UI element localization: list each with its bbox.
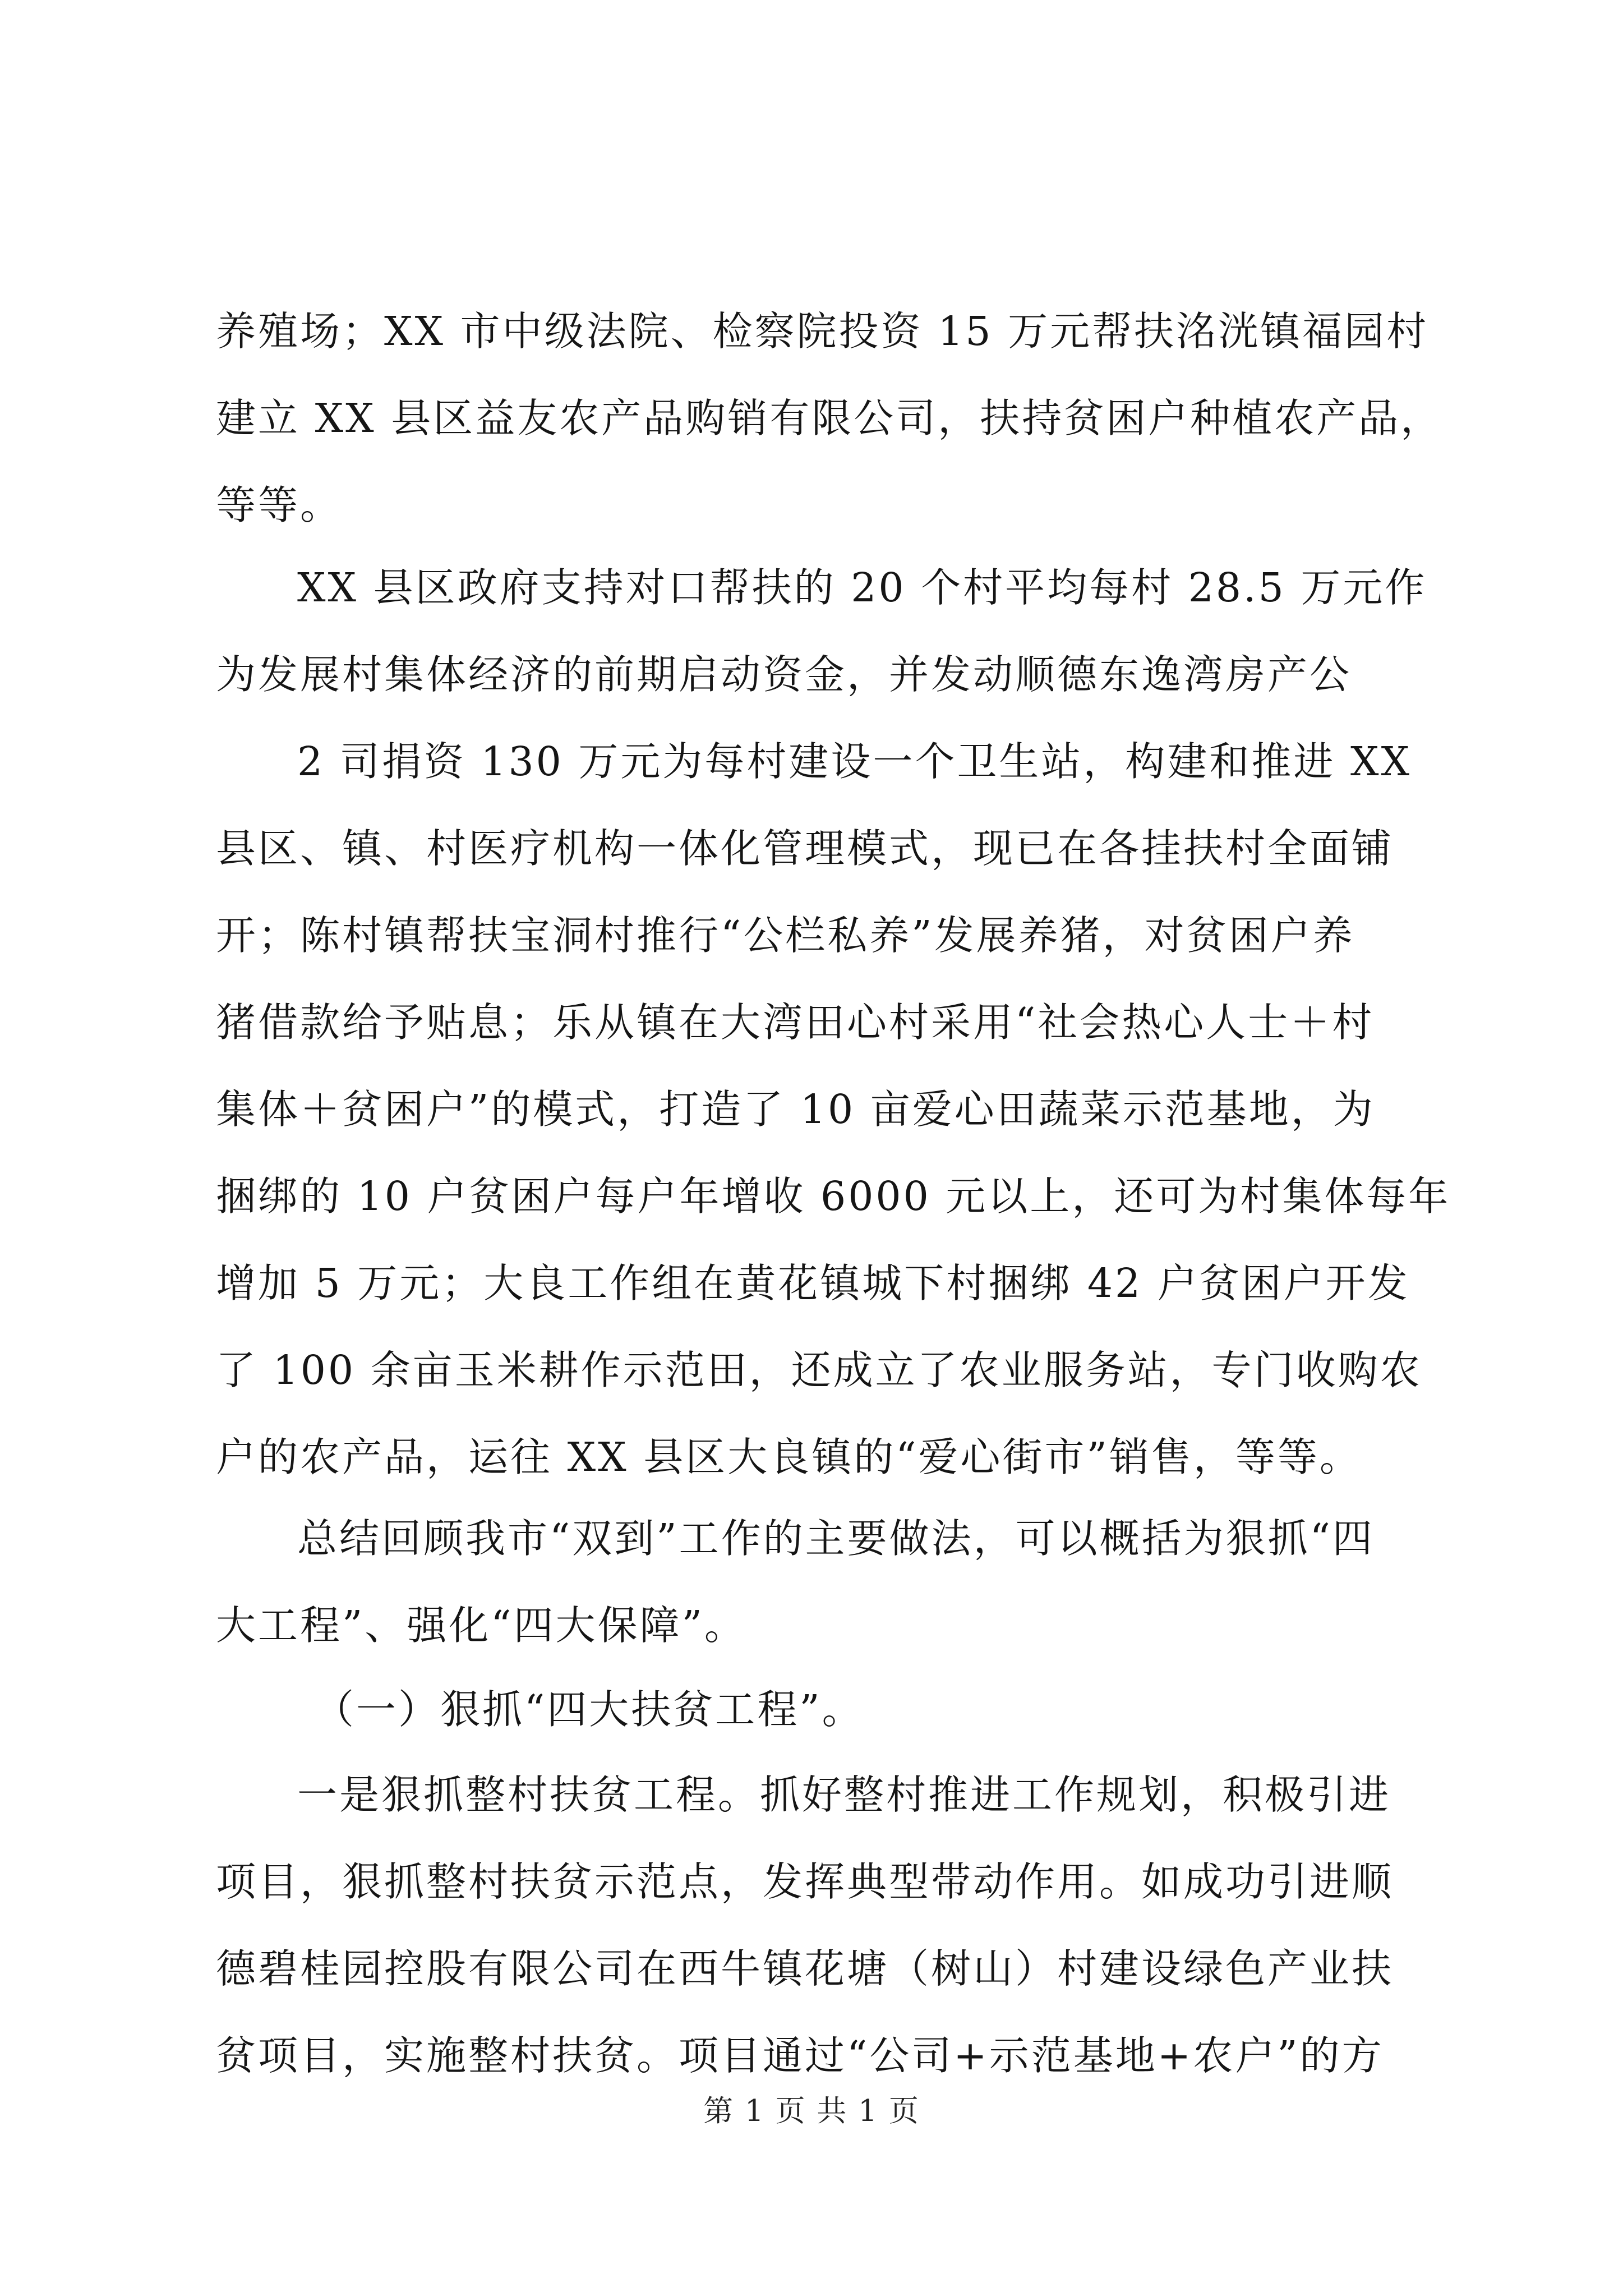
text-line: 德碧桂园控股有限公司在西牛镇花塘（树山）村建设绿色产业扶 <box>216 1945 1394 1992</box>
paragraph-first-line: XX 县区政府支持对口帮扶的 20 个村平均每村 28.5 万元作 <box>297 564 1427 611</box>
text-line: 建立 XX 县区益友农产品购销有限公司，扶持贫困户种植农产品， <box>216 395 1443 441</box>
text-line: 养殖场；XX 市中级法院、检察院投资 15 万元帮扶洺洸镇福园村 <box>216 308 1429 355</box>
text-line: 县区、镇、村医疗机构一体化管理模式，现已在各挂扶村全面铺 <box>216 825 1394 872</box>
paragraph-first-line: 一是狠抓整村扶贫工程。抓好整村推进工作规划，积极引进 <box>297 1772 1391 1818</box>
page-footer: 第 1 页 共 1 页 <box>703 2094 920 2128</box>
text-line: 开；陈村镇帮扶宝洞村推行“公栏私养”发展养猪，对贫困户养 <box>216 912 1355 959</box>
text-line: 贫项目，实施整村扶贫。项目通过“公司+示范基地+农户”的方 <box>216 2032 1384 2079</box>
text-line: 猪借款给予贴息；乐从镇在大湾田心村采用“社会热心人士＋村 <box>216 999 1375 1046</box>
text-line: 项目，狠抓整村扶贫示范点，发挥典型带动作用。如成功引进顺 <box>216 1858 1394 1905</box>
section-heading: （一）狠抓“四大扶贫工程”。 <box>314 1686 864 1733</box>
text-line: 增加 5 万元；大良工作组在黄花镇城下村捆绑 42 户贫困户开发 <box>216 1260 1410 1306</box>
text-line: 等等。 <box>216 482 343 528</box>
text-line: 2 司捐资 130 万元为每村建设一个卫生站，构建和推进 XX <box>297 738 1412 785</box>
text-line: 为发展村集体经济的前期启动资金，并发动顺德东逸湾房产公 <box>216 651 1352 698</box>
text-line: 集体＋贫困户”的模式，打造了 10 亩爱心田蔬菜示范基地，为 <box>216 1086 1375 1133</box>
text-line: 捆绑的 10 户贫困户每户年增收 6000 元以上，还可为村集体每年 <box>216 1173 1451 1220</box>
text-line: 大工程”、强化“四大保障”。 <box>216 1602 746 1649</box>
text-line: 户的农产品，运往 XX 县区大良镇的“爱心街市”销售，等等。 <box>216 1434 1362 1480</box>
text-line: 了 100 余亩玉米耕作示范田，还成立了农业服务站，专门收购农 <box>216 1347 1422 1393</box>
paragraph-first-line: 总结回顾我市“双到”工作的主要做法，可以概括为狠抓“四 <box>297 1515 1375 1562</box>
